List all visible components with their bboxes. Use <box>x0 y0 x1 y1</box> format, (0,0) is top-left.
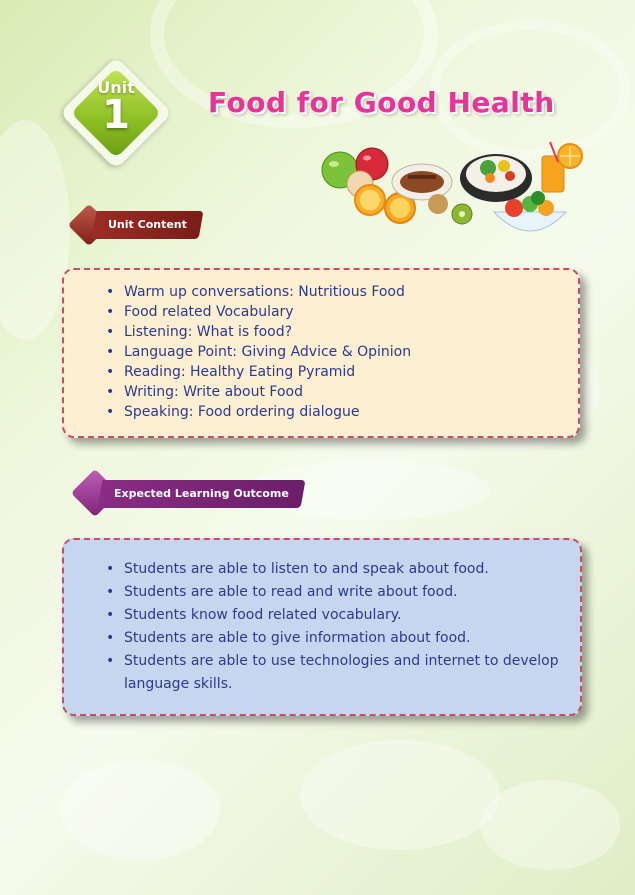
list-item: • Students are able to use technologies and internet to develop language skills. <box>104 650 560 696</box>
expected-learning-outcome-tag-bar <box>98 480 306 508</box>
page-title: Food for Good Health <box>208 86 555 119</box>
food-illustration-icon <box>318 138 590 248</box>
list-item: • Students are able to read and write about food. <box>104 581 560 604</box>
expected-learning-outcome-tag-label: Expected Learning Outcome <box>114 487 289 500</box>
list-item: • Listening: What is food? <box>104 322 558 342</box>
unit-content-tag-label: Unit Content <box>108 218 187 231</box>
list-item: • Students know food related vocabulary. <box>104 604 560 627</box>
unit-badge <box>63 60 169 166</box>
unit-content-box <box>62 268 580 438</box>
list-item: • Students are able to listen to and speak about food. <box>104 558 560 581</box>
learning-outcome-list <box>104 558 560 696</box>
unit-number: 1 <box>102 92 130 138</box>
background-ellipse <box>480 780 620 870</box>
list-item: • Writing: Write about Food <box>104 382 558 402</box>
list-item: • Students are able to give information about food. <box>104 627 560 650</box>
background-ellipse <box>300 740 500 850</box>
learning-outcome-box <box>62 538 582 716</box>
list-item: • Speaking: Food ordering dialogue <box>104 402 558 422</box>
list-item: • Reading: Healthy Eating Pyramid <box>104 362 558 382</box>
background-ellipse <box>0 120 70 340</box>
list-item: • Warm up conversations: Nutritious Food <box>104 282 558 302</box>
list-item: • Food related Vocabulary <box>104 302 558 322</box>
background-ellipse <box>60 760 220 860</box>
unit-content-list <box>104 282 558 422</box>
unit-content-tag-bar <box>92 211 204 239</box>
unit-word: Unit <box>97 78 135 97</box>
list-item: • Language Point: Giving Advice & Opinion <box>104 342 558 362</box>
